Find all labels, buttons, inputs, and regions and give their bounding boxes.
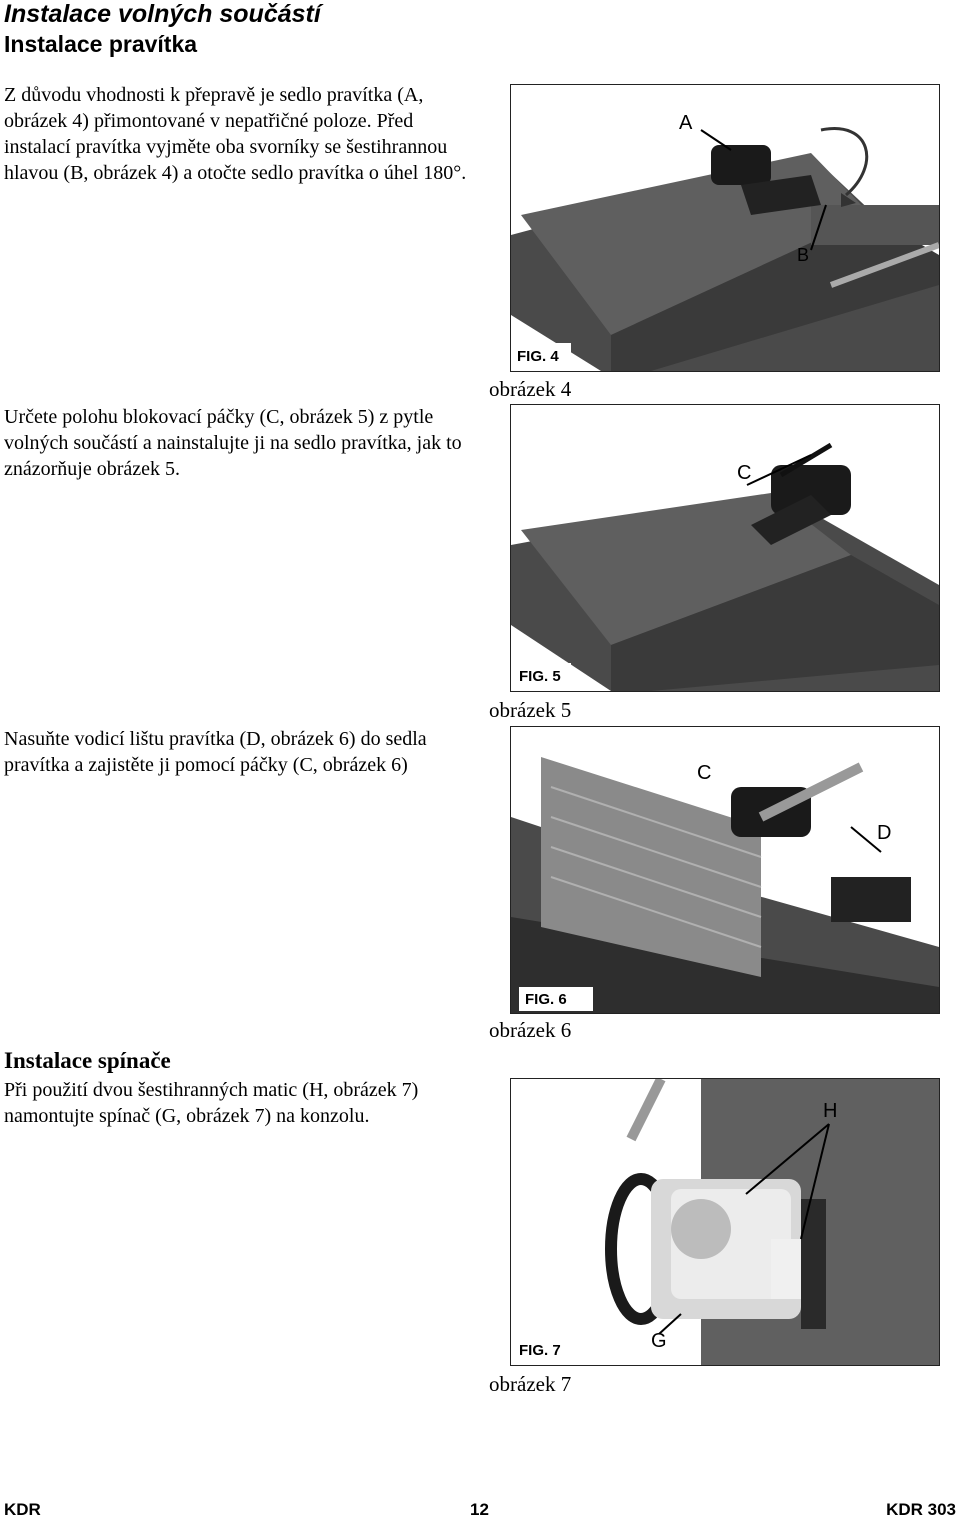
figure-4-caption: obrázek 4 <box>489 377 572 401</box>
footer-left: KDR <box>4 1500 41 1519</box>
paragraph-guide-rail: Nasuňte vodicí lištu pravítka (D, obrázek 6) do sedla pravítka a zajistěte ji pomocí páčky (C, obrázek 6) <box>4 728 427 776</box>
figure-5 <box>510 404 940 692</box>
subsection-title: Instalace pravítka <box>4 31 198 57</box>
callout-c: C <box>737 462 752 484</box>
figure-7-image <box>511 1079 939 1365</box>
paragraph-switch: Při použití dvou šestihranných matic (H, obrázek 7) namontujte spínač (G, obrázek 7) na konzolu. <box>4 1079 419 1127</box>
callout-b: B <box>797 245 810 265</box>
figure-7 <box>510 1078 940 1366</box>
paragraph-locking-lever: Určete polohu blokovací páčky (C, obrázek 5) z pytle volných součástí a nainstalujte ji na sedlo pravítka, jak to znázorňuje obrázek 5. <box>4 406 462 480</box>
paragraph-ruler-saddle: Z důvodu vhodnosti k přepravě je sedlo pravítka (A, obrázek 4) přimontované v nepatřičné poloze. Před instalací pravítka vyjměte oba svorníky se šestihrannou hlavou (B, obrázek 4) a otočte sedlo pravítka o úhel 180°. <box>4 84 467 184</box>
callout-c: C <box>697 762 712 784</box>
figure-5-label: FIG. 5 <box>519 668 561 685</box>
figure-5-image <box>511 405 939 691</box>
callout-a: A <box>679 112 693 134</box>
callout-d: D <box>877 822 892 844</box>
figure-5-caption: obrázek 5 <box>489 698 572 722</box>
figure-6-image <box>511 727 939 1013</box>
figure-4 <box>510 84 940 372</box>
figure-7-label: FIG. 7 <box>519 1342 561 1359</box>
page-number: 12 <box>470 1500 489 1519</box>
section-title: Instalace volných součástí <box>4 0 321 28</box>
figure-7-caption: obrázek 7 <box>489 1372 572 1396</box>
switch-section-heading: Instalace spínače <box>4 1048 171 1073</box>
figure-6-caption: obrázek 6 <box>489 1018 572 1042</box>
figure-6-label: FIG. 6 <box>525 991 567 1008</box>
footer-right: KDR 303 <box>886 1500 956 1519</box>
figure-4-image <box>511 85 939 371</box>
figure-6 <box>510 726 940 1014</box>
figure-4-label: FIG. 4 <box>517 348 559 365</box>
callout-h: H <box>823 1100 838 1122</box>
callout-g: G <box>651 1330 667 1352</box>
